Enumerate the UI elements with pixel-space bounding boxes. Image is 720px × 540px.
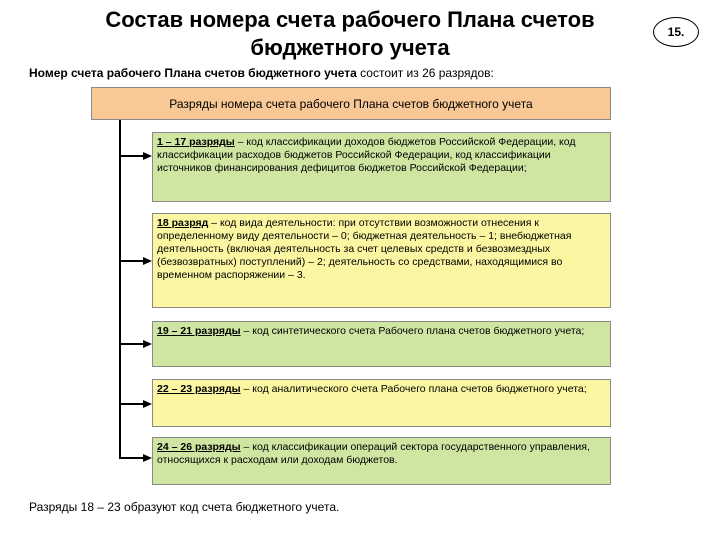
footer-note: Разряды 18 – 23 образуют код счета бюджетного учета. [29,500,340,514]
digits-box-lead: 1 – 17 разряды [157,136,235,148]
connector-line-3 [119,343,143,345]
arrow-1 [143,152,152,160]
connector-line-2 [119,260,143,262]
slide-title: Состав номера счета рабочего Плана счетов бюджетного учета [105,7,595,60]
digits-box-18 [152,213,611,308]
arrow-3 [143,340,152,348]
connector-vertical-line [119,120,121,458]
subtitle-rest: состоит из 26 разрядов: [356,66,494,80]
digits-box-lead: 18 разряд [157,217,209,229]
digits-box-lead: 19 – 21 разряды [157,325,241,337]
connector-line-5 [119,457,143,459]
page-number-badge: 15. [653,17,699,47]
connector-line-1 [119,155,143,157]
arrow-5 [143,454,152,462]
subtitle [29,66,494,80]
digits-box-lead: 24 – 26 разряды [157,441,241,453]
digits-box-24-26 [152,437,611,485]
digits-box-text: – код синтетического счета Рабочего плана счетов бюджетного учета; [240,325,585,337]
digits-box-1-17 [152,132,611,202]
digits-box-19-21 [152,321,611,367]
digits-box-22-23 [152,379,611,427]
digits-box-text: – код аналитического счета Рабочего плана счетов бюджетного учета; [240,383,587,395]
digits-box-text: – код классификации операций сектора государственного управления, относящихся к расходам или доходам бюджетов. [157,441,590,466]
digits-box-text: – код классификации доходов бюджетов Российской Федерации, код классификации расходов бюджетов Российской Федерации, код классификации источников финансирования дефицитов бюджетов Российской Федерации; [157,136,576,174]
subtitle-bold: Номер счета рабочего Плана счетов бюджетного учета [29,66,357,80]
digits-box-lead: 22 – 23 разряды [157,383,241,395]
digits-box-text: – код вида деятельности: при отсутствии возможности отнесения к определенному виду деятельности – 0; бюджетная деятельность – 1; внебюджетная деятельность (включая деятельность за счет целевых средств и безвозмездных (безвозвратных) поступлений) – 2; деятельность со средствами, находящимися во временном распоряжении – 3. [157,217,572,281]
digits-header-box: Разряды номера счета рабочего Плана счетов бюджетного учета [91,87,611,120]
arrow-2 [143,257,152,265]
connector-line-4 [119,403,143,405]
arrow-4 [143,400,152,408]
